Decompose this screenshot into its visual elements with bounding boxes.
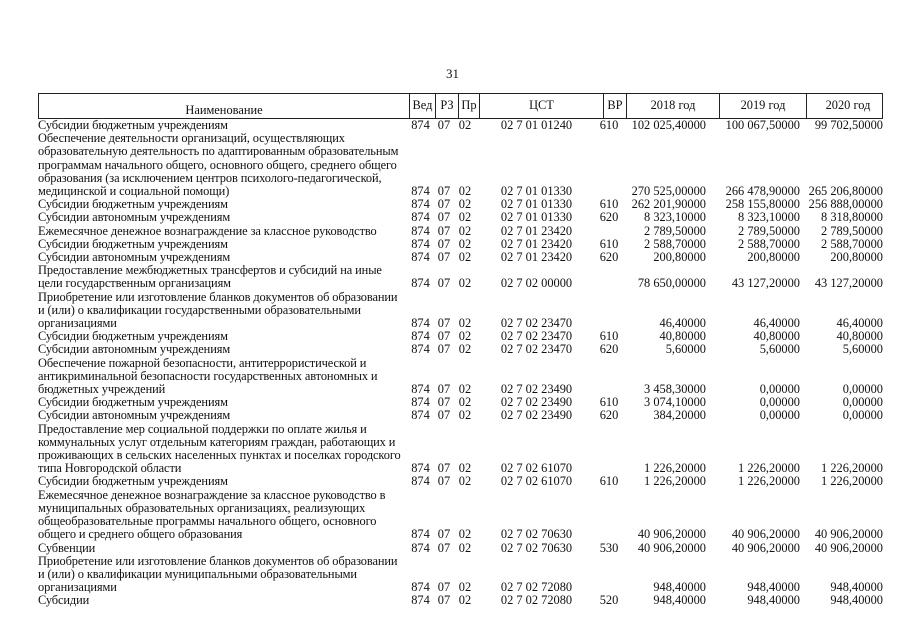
cell-ved: 874 [411, 210, 430, 225]
cell-cst: 02 7 02 00000 [500, 276, 573, 291]
cell-ved: 874 [411, 250, 430, 265]
cell-cst: 02 7 02 23470 [500, 342, 573, 357]
cell-vr: 520 [599, 593, 619, 608]
cell-rz: 07 [437, 223, 451, 238]
cell-cst: 02 7 02 70630 [500, 540, 573, 555]
cell-2020: 2 789,50000 [821, 223, 883, 238]
cell-2019: 8 323,10000 [738, 210, 800, 225]
cell-ved: 874 [411, 223, 430, 238]
cell-rz: 07 [437, 474, 451, 489]
cell-2018: 3 074,10000 [644, 395, 706, 410]
cell-pr: 02 [458, 527, 472, 542]
cell-rz: 07 [437, 580, 451, 595]
cell-pr: 02 [458, 580, 472, 595]
cell-2020: 43 127,20000 [814, 276, 883, 291]
cell-2019: 43 127,20000 [731, 276, 800, 291]
table-row [38, 211, 883, 224]
cell-pr: 02 [458, 474, 472, 489]
cell-cst: 02 7 01 01330 [500, 197, 573, 212]
cell-name: Субсидии бюджетным учреждениям [38, 236, 228, 251]
cell-ved: 874 [411, 474, 430, 489]
cell-pr: 02 [458, 329, 472, 344]
cell-pr: 02 [458, 236, 472, 251]
cell-2019: 5,60000 [759, 342, 800, 357]
cell-name: Субвенции [38, 540, 96, 555]
cell-2019: 100 067,50000 [725, 118, 800, 132]
cell-pr: 02 [458, 408, 472, 423]
cell-2018: 1 226,20000 [644, 474, 706, 489]
cell-ved: 874 [411, 316, 430, 331]
cell-2020: 948,40000 [830, 580, 883, 595]
cell-2020: 40,80000 [836, 329, 883, 344]
cell-2019: 948,40000 [747, 580, 800, 595]
cell-2020: 5,60000 [842, 342, 883, 357]
cell-cst: 02 7 01 01240 [500, 118, 573, 132]
cell-vr: 620 [599, 250, 619, 265]
cell-rz: 07 [437, 197, 451, 212]
header-name: Наименование [185, 102, 263, 117]
cell-pr: 02 [458, 540, 472, 555]
cell-name: Субсидии бюджетным учреждениям [38, 474, 228, 489]
header-2018: 2018 год [626, 94, 719, 118]
cell-pr: 02 [458, 382, 472, 397]
cell-2018: 948,40000 [653, 593, 706, 608]
cell-ved: 874 [411, 540, 430, 555]
table-row [38, 594, 883, 607]
cell-2020: 99 702,50000 [814, 118, 883, 132]
table-row [38, 423, 883, 476]
cell-2020: 40 906,20000 [814, 527, 883, 542]
cell-pr: 02 [458, 593, 472, 608]
cell-2019: 0,00000 [759, 408, 800, 423]
cell-rz: 07 [437, 329, 451, 344]
cell-ved: 874 [411, 329, 430, 344]
table-row [38, 225, 883, 238]
cell-name: Субсидии автономным учреждениям [38, 210, 231, 225]
cell-pr: 02 [458, 210, 472, 225]
cell-pr: 02 [458, 276, 472, 291]
cell-pr: 02 [458, 118, 472, 132]
cell-vr: 620 [599, 408, 619, 423]
cell-2019: 948,40000 [747, 593, 800, 608]
cell-cst: 02 7 02 61070 [500, 461, 573, 476]
cell-rz: 07 [437, 236, 451, 251]
cell-rz: 07 [437, 395, 451, 410]
cell-rz: 07 [437, 250, 451, 265]
cell-vr: 610 [599, 474, 619, 489]
cell-2020: 40 906,20000 [814, 540, 883, 555]
cell-2018: 1 226,20000 [644, 461, 706, 476]
cell-cst: 02 7 02 70630 [500, 527, 573, 542]
cell-cst: 02 7 01 23420 [500, 223, 573, 238]
header-pr: Пр [458, 94, 479, 118]
cell-vr: 610 [599, 197, 619, 212]
cell-name: Приобретение или изготовление бланков документов об образовании и (или) о квалификации государственными образовательными организациями [38, 289, 398, 331]
cell-ved: 874 [411, 184, 430, 199]
cell-name: Предоставление межбюджетных трансфертов и субсидий на иные цели государственным организациям [38, 263, 382, 291]
cell-2020: 0,00000 [842, 395, 883, 410]
cell-2018: 948,40000 [653, 580, 706, 595]
cell-cst: 02 7 02 23470 [500, 329, 573, 344]
cell-cst: 02 7 02 23490 [500, 408, 573, 423]
cell-2018: 78 650,00000 [637, 276, 706, 291]
cell-2018: 270 525,00000 [631, 184, 706, 199]
cell-vr: 530 [599, 540, 619, 555]
cell-2020: 2 588,70000 [821, 236, 883, 251]
cell-2018: 262 201,90000 [631, 197, 706, 212]
cell-pr: 02 [458, 342, 472, 357]
cell-2020: 256 888,00000 [808, 197, 883, 212]
cell-2018: 40,80000 [659, 329, 706, 344]
cell-rz: 07 [437, 118, 451, 132]
table-row [38, 409, 883, 422]
cell-ved: 874 [411, 527, 430, 542]
table-row [38, 489, 883, 542]
cell-name: Субсидии автономным учреждениям [38, 250, 231, 265]
cell-2019: 2 789,50000 [738, 223, 800, 238]
cell-name: Субсидии автономным учреждениям [38, 408, 231, 423]
cell-2018: 2 789,50000 [644, 223, 706, 238]
cell-cst: 02 7 02 23490 [500, 382, 573, 397]
cell-ved: 874 [411, 342, 430, 357]
cell-vr: 610 [599, 236, 619, 251]
cell-2020: 948,40000 [830, 593, 883, 608]
header-vr: ВР [603, 94, 626, 118]
cell-2018: 384,20000 [653, 408, 706, 423]
cell-2018: 3 458,30000 [644, 382, 706, 397]
cell-vr: 610 [599, 395, 619, 410]
cell-rz: 07 [437, 316, 451, 331]
cell-vr: 610 [599, 118, 619, 132]
cell-vr: 610 [599, 329, 619, 344]
cell-2020: 1 226,20000 [821, 474, 883, 489]
table-row [38, 343, 883, 356]
cell-name: Обеспечение деятельности организаций, осуществляющих образовательную деятельность по адаптированным образовательным программам начального общего, основного общего, среднего общего образования (за исключением центров психолого-педагогической, медицинской и социальной помощи) [38, 131, 399, 199]
cell-2020: 200,80000 [830, 250, 883, 265]
cell-vr: 620 [599, 342, 619, 357]
cell-name: Ежемесячное денежное вознаграждение за классное руководство в муниципальных образовательных организациях, реализующих общеобразовательные программы начального общего, основного общего и среднего общего образования [38, 487, 386, 542]
header-2019: 2019 год [719, 94, 806, 118]
cell-rz: 07 [437, 210, 451, 225]
cell-2019: 266 478,90000 [725, 184, 800, 199]
cell-name: Субсидии бюджетным учреждениям [38, 395, 228, 410]
cell-2020: 46,40000 [836, 316, 883, 331]
cell-2019: 1 226,20000 [738, 461, 800, 476]
table-row [38, 132, 883, 198]
cell-2018: 46,40000 [659, 316, 706, 331]
page-number: 31 [446, 66, 459, 81]
cell-rz: 07 [437, 540, 451, 555]
cell-pr: 02 [458, 223, 472, 238]
cell-2018: 40 906,20000 [637, 540, 706, 555]
cell-pr: 02 [458, 395, 472, 410]
cell-rz: 07 [437, 276, 451, 291]
cell-cst: 02 7 01 01330 [500, 210, 573, 225]
cell-cst: 02 7 02 61070 [500, 474, 573, 489]
cell-ved: 874 [411, 197, 430, 212]
cell-2020: 0,00000 [842, 408, 883, 423]
table-row [38, 264, 883, 290]
cell-2019: 40 906,20000 [731, 540, 800, 555]
cell-name: Субсидии бюджетным учреждениям [38, 197, 228, 212]
cell-ved: 874 [411, 382, 430, 397]
cell-cst: 02 7 02 72080 [500, 580, 573, 595]
cell-2020: 0,00000 [842, 382, 883, 397]
header-ved: Вед [409, 94, 435, 118]
cell-ved: 874 [411, 118, 430, 132]
header-rz: РЗ [435, 94, 458, 118]
budget-table [38, 93, 883, 608]
cell-name: Предоставление мер социальной поддержки по оплате жилья и коммунальных услуг отдельным категориям граждан, работающих и проживающих в сельских населенных пунктах и поселках городского типа Новгородской области [38, 421, 401, 476]
cell-2019: 40,80000 [753, 329, 800, 344]
cell-2019: 200,80000 [747, 250, 800, 265]
cell-rz: 07 [437, 184, 451, 199]
table-row [38, 357, 883, 397]
cell-ved: 874 [411, 236, 430, 251]
cell-2019: 0,00000 [759, 395, 800, 410]
cell-cst: 02 7 02 23470 [500, 316, 573, 331]
cell-ved: 874 [411, 408, 430, 423]
cell-rz: 07 [437, 342, 451, 357]
cell-2018: 5,60000 [665, 342, 706, 357]
header-2020: 2020 год [806, 94, 889, 118]
cell-rz: 07 [437, 408, 451, 423]
cell-2018: 8 323,10000 [644, 210, 706, 225]
cell-ved: 874 [411, 593, 430, 608]
cell-pr: 02 [458, 197, 472, 212]
table-row [38, 542, 883, 555]
cell-2019: 1 226,20000 [738, 474, 800, 489]
cell-vr: 620 [599, 210, 619, 225]
cell-pr: 02 [458, 461, 472, 476]
table-row [38, 475, 883, 488]
cell-pr: 02 [458, 184, 472, 199]
cell-ved: 874 [411, 395, 430, 410]
cell-2020: 8 318,80000 [821, 210, 883, 225]
cell-2018: 40 906,20000 [637, 527, 706, 542]
header-cst: ЦСТ [479, 94, 603, 118]
cell-cst: 02 7 02 72080 [500, 593, 573, 608]
cell-2019: 46,40000 [753, 316, 800, 331]
cell-cst: 02 7 01 01330 [500, 184, 573, 199]
cell-name: Субсидии автономным учреждениям [38, 342, 231, 357]
table-row [38, 555, 883, 595]
cell-2018: 2 588,70000 [644, 236, 706, 251]
cell-name: Субсидии бюджетным учреждениям [38, 118, 228, 132]
cell-2019: 258 155,80000 [725, 197, 800, 212]
cell-name: Ежемесячное денежное вознаграждение за классное руководство [38, 223, 377, 238]
cell-pr: 02 [458, 316, 472, 331]
cell-rz: 07 [437, 382, 451, 397]
cell-name: Субсидии [38, 593, 90, 608]
cell-2019: 2 588,70000 [738, 236, 800, 251]
cell-rz: 07 [437, 593, 451, 608]
table-header [38, 93, 883, 119]
cell-pr: 02 [458, 250, 472, 265]
cell-rz: 07 [437, 527, 451, 542]
cell-rz: 07 [437, 461, 451, 476]
cell-cst: 02 7 01 23420 [500, 250, 573, 265]
cell-name: Субсидии бюджетным учреждениям [38, 329, 228, 344]
cell-2019: 40 906,20000 [731, 527, 800, 542]
cell-name: Обеспечение пожарной безопасности, антитеррористической и антикриминальной безопасности государственных автономных и бюджетных учреждений [38, 355, 378, 397]
cell-cst: 02 7 02 23490 [500, 395, 573, 410]
cell-ved: 874 [411, 580, 430, 595]
cell-2018: 200,80000 [653, 250, 706, 265]
table-body [38, 119, 883, 608]
cell-name: Приобретение или изготовление бланков документов об образовании и (или) о квалификации муниципальными образовательными организациями [38, 553, 398, 595]
cell-2020: 265 206,80000 [808, 184, 883, 199]
cell-2018: 102 025,40000 [631, 118, 706, 132]
cell-cst: 02 7 01 23420 [500, 236, 573, 251]
cell-2020: 1 226,20000 [821, 461, 883, 476]
cell-ved: 874 [411, 461, 430, 476]
table-row [38, 291, 883, 331]
cell-ved: 874 [411, 276, 430, 291]
cell-2019: 0,00000 [759, 382, 800, 397]
